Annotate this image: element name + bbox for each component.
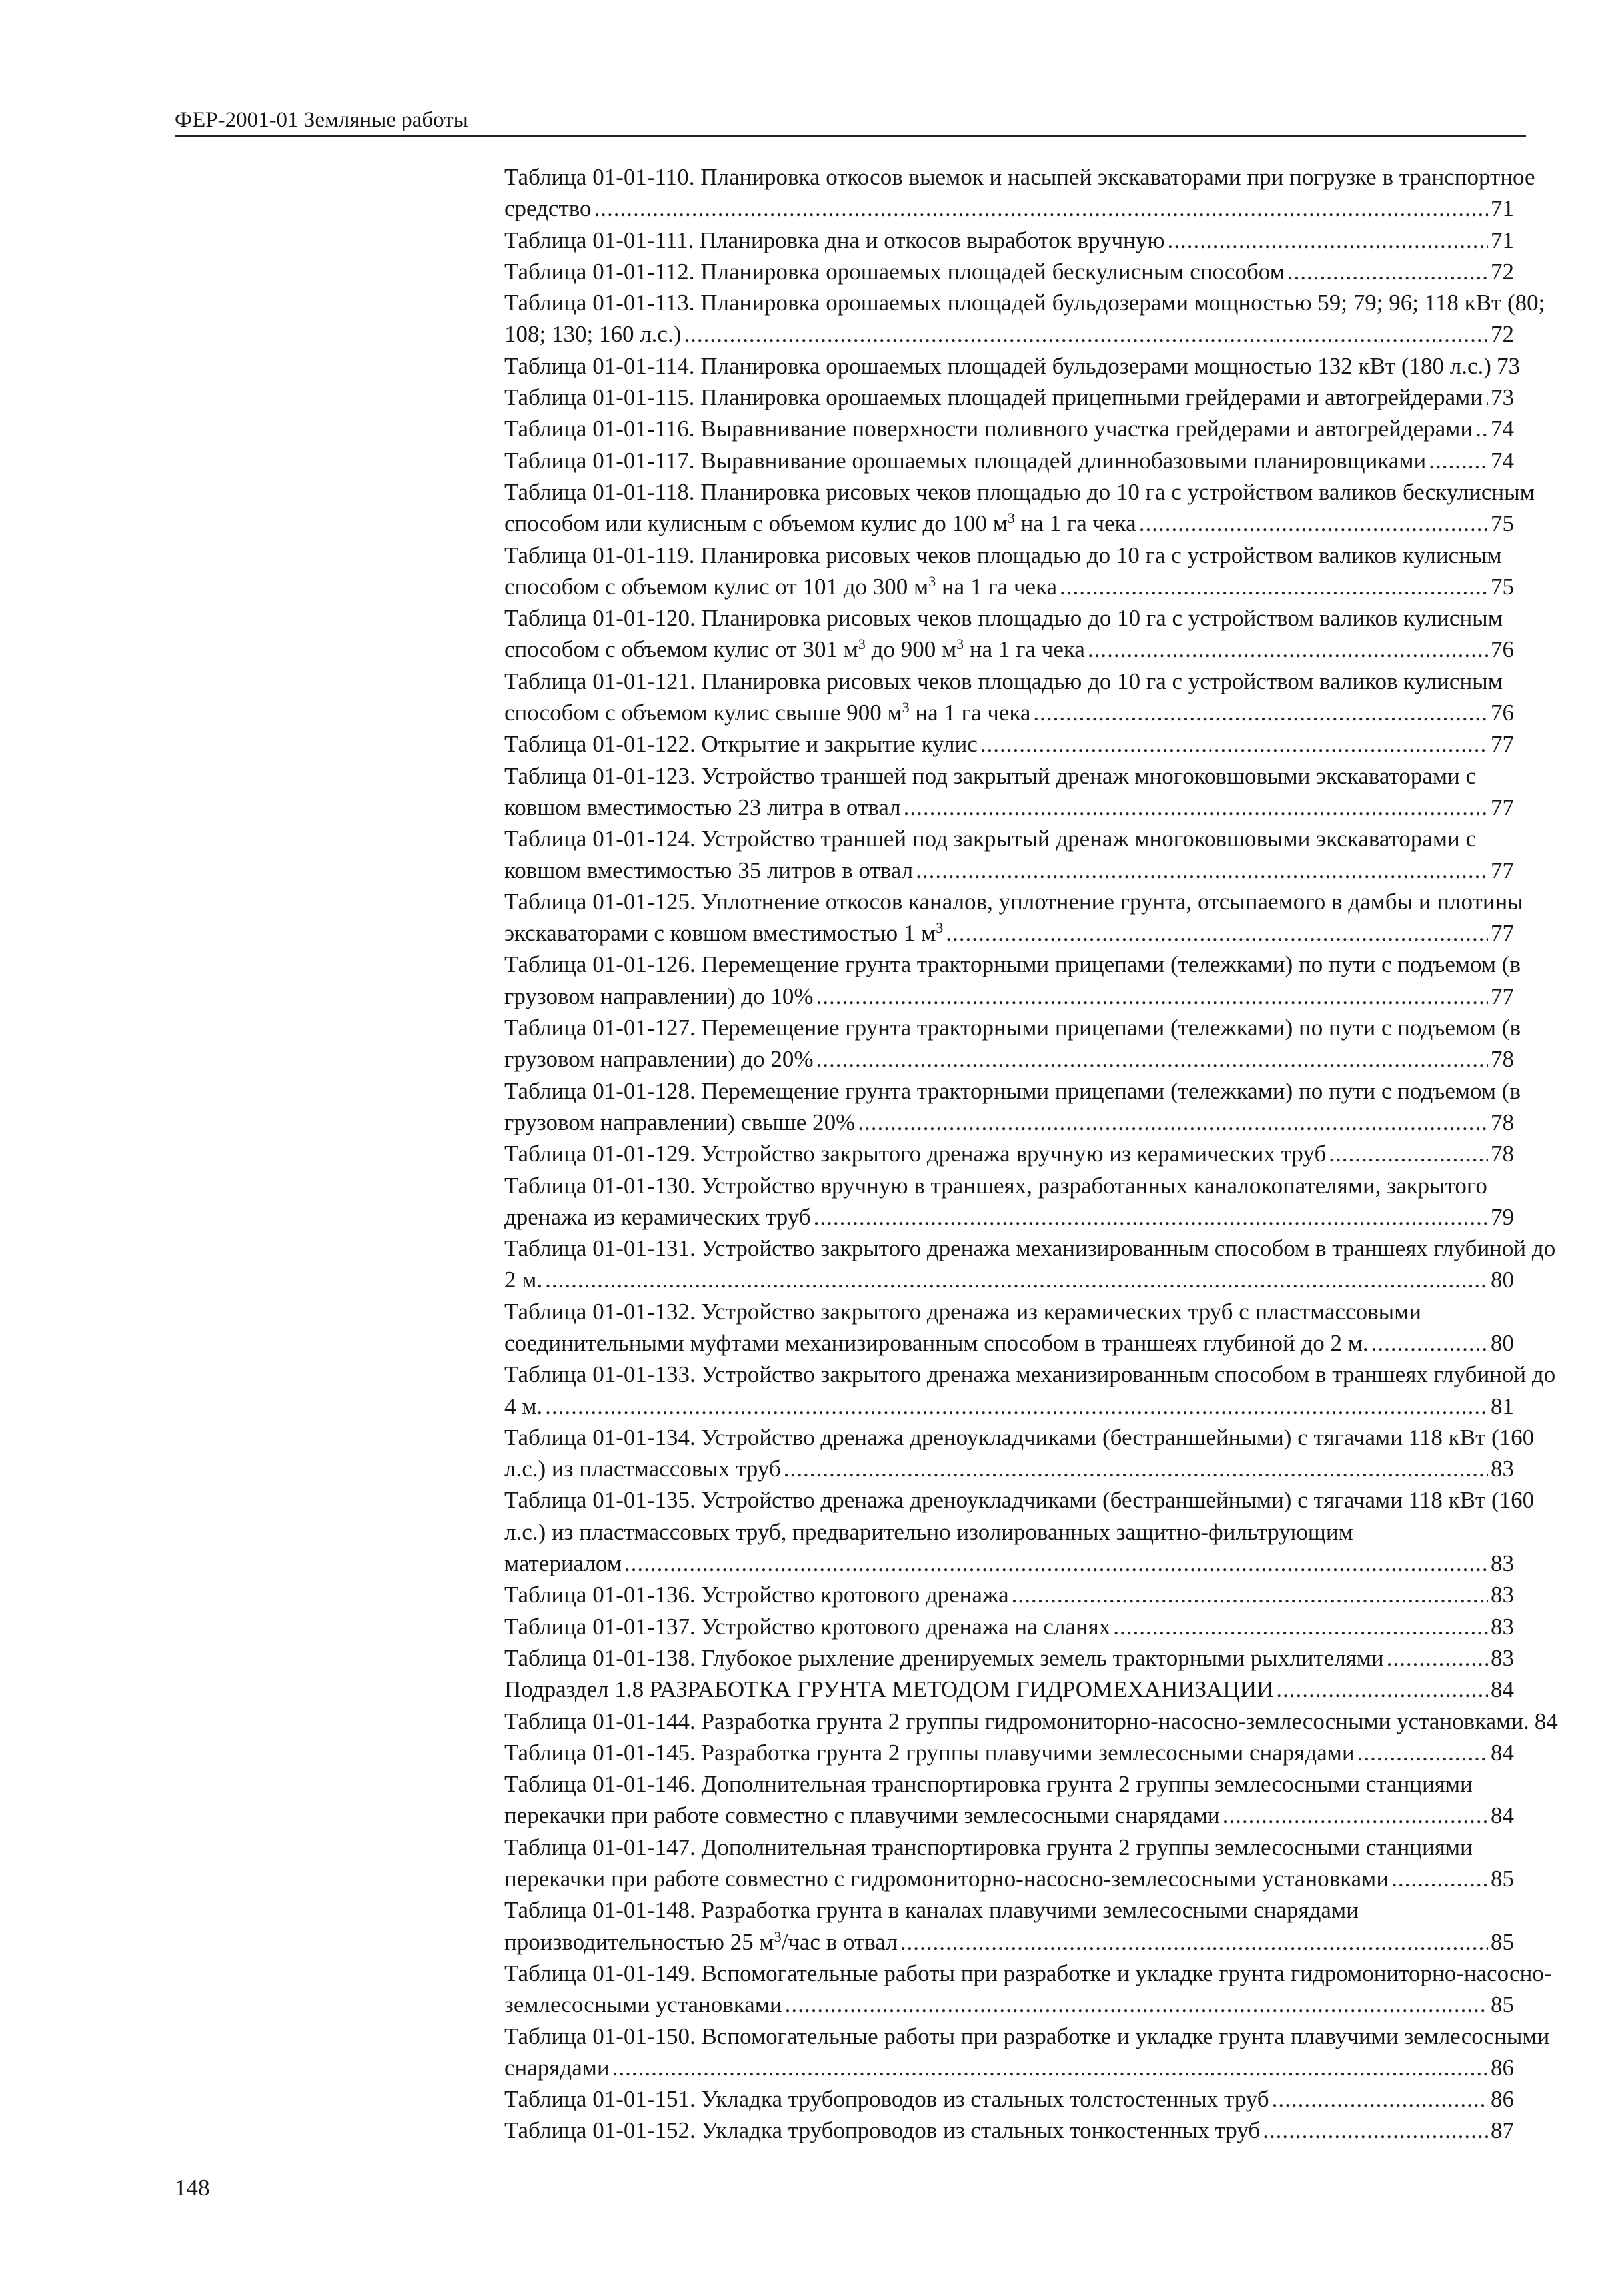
toc-entry-text: ковшом вместимостью 23 литра в отвал: [504, 794, 901, 820]
dot-leader: [916, 855, 1488, 886]
toc-page-number: 72: [1491, 258, 1514, 285]
toc-entry-text: Таблица 01-01-133. Устройство закрытого дренажа механизированным способом в траншеях глубиной до: [504, 1361, 1556, 1388]
toc-page-number: 74: [1491, 416, 1514, 442]
toc-entry-text: перекачки при работе совместно с плавучими землесосными снарядами: [504, 1802, 1220, 1829]
dot-leader: [1088, 634, 1488, 665]
toc-entry-text: Таблица 01-01-119. Планировка рисовых чеков площадью до 10 га с устройством валиков кулисным: [504, 542, 1502, 568]
dot-leader: [1168, 225, 1488, 256]
toc-page-number: 76: [1491, 700, 1514, 726]
toc-entry-text: способом с объемом кулис от 101 до 300 $м^3$ на 1 га чека: [504, 572, 1057, 600]
toc-entry-line: [504, 571, 1514, 602]
toc-page-number: 80: [1491, 1267, 1514, 1293]
toc-entry-line: [504, 1548, 1514, 1579]
toc-page-number: 74: [1491, 447, 1514, 474]
toc-entry-line: [504, 2021, 1550, 2052]
dot-leader: [946, 917, 1488, 949]
toc-entry-text: Таблица 01-01-113. Планировка орошаемых площадей бульдозерами мощностью 59; 79; 96; 118 кВт (80;: [504, 290, 1545, 316]
toc-entry-text: Таблица 01-01-147. Дополнительная транспортировка грунта 2 группы землесосными станциями: [504, 1834, 1473, 1860]
toc-entry-line: [504, 949, 1521, 980]
toc-entry-line: [504, 666, 1514, 697]
toc-entry-text: Таблица 01-01-115. Планировка орошаемых площадей прицепными грейдерами и автогрейдерами: [504, 384, 1483, 411]
toc-entry-text: Таблица 01-01-111. Планировка дна и откосов выработок вручную: [504, 227, 1165, 253]
toc-entry[interactable]: [175, 728, 1514, 760]
dot-leader: [1113, 1611, 1488, 1642]
toc-entry-text: способом с объемом кулис свыше 900 $м^3$ на 1 га чека: [504, 699, 1031, 726]
toc-entry-text: Таблица 01-01-114. Планировка орошаемых площадей бульдозерами мощностью 132 кВт (180 л.с.): [504, 352, 1491, 379]
toc-entry-line: [504, 760, 1514, 792]
toc-entry[interactable]: [175, 1484, 1535, 1579]
toc-entry-line: [504, 350, 1520, 382]
toc-entry-line: [504, 1138, 1514, 1169]
toc-entry-text: Таблица 01-01-118. Планировка рисовых чеков площадью до 10 га с устройством валиков бескулисным: [504, 478, 1535, 505]
toc-entry[interactable]: [175, 823, 1514, 886]
toc-entry-text: Таблица 01-01-131. Устройство закрытого дренажа механизированным способом в траншеях глубиной до: [504, 1235, 1556, 1262]
toc-entry-text: экскаваторами с ковшом вместимостью 1 $м^3$: [504, 919, 944, 947]
toc-page-number: 73: [1496, 352, 1520, 379]
toc-page-number: 83: [1491, 1582, 1514, 1608]
toc-entry-line: [504, 1391, 1514, 1422]
toc-entry[interactable]: [175, 476, 1535, 540]
toc-entry-line: [504, 1484, 1535, 1516]
toc-page-number: 76: [1491, 636, 1514, 663]
toc-entry-line: [504, 1832, 1514, 1863]
dot-leader: [1033, 697, 1488, 728]
toc-entry-line: [504, 1737, 1514, 1768]
toc-entry-line: [504, 1989, 1514, 2020]
toc-entry-text: Таблица 01-01-126. Перемещение грунта тракторными прицепами (тележками) по пути с подъемом (в: [504, 951, 1521, 978]
dot-leader: [1012, 1579, 1488, 1610]
toc-entry-text: соединительными муфтами механизированным способом в траншеях глубиной до 2 м.: [504, 1329, 1369, 1356]
toc-entry-line: [504, 1012, 1521, 1043]
toc-page-number: 77: [1491, 794, 1514, 820]
toc-entry-line: [504, 1264, 1514, 1295]
toc-entry-text: грузовом направлении) до 20%: [504, 1046, 814, 1073]
toc-entry-text: Таблица 01-01-145. Разработка грунта 2 группы плавучими землесосными снарядами: [504, 1739, 1355, 1766]
toc-entry-text: Таблица 01-01-134. Устройство дренажа дреноукладчиками (бестраншейными) с тягачами 118 кВт (160: [504, 1424, 1535, 1450]
toc-entry[interactable]: [175, 1642, 1514, 1674]
toc-entry-line: [504, 981, 1514, 1012]
toc-entry-text: Таблица 01-01-137. Устройство кротового дренажа на сланях: [504, 1613, 1111, 1640]
toc-entry-text: ковшом вместимостью 35 литров в отвал: [504, 857, 914, 883]
toc-page-number: 77: [1491, 731, 1514, 758]
page-number: 148: [175, 2175, 210, 2201]
toc-entry-line: [504, 1327, 1514, 1359]
toc-page-number: 71: [1491, 227, 1514, 253]
toc-entry-text: 4 м.: [504, 1393, 543, 1419]
toc-entry-text: Таблица 01-01-130. Устройство вручную в траншеях, разработанных каналокопателями, закрытого: [504, 1172, 1487, 1199]
toc-entry[interactable]: [175, 350, 1520, 382]
toc-entry-text: Таблица 01-01-127. Перемещение грунта тракторными прицепами (тележками) по пути с подъемом (в: [504, 1015, 1521, 1041]
toc-entry-text: Таблица 01-01-116. Выравнивание поверхности поливного участка грейдерами и автогрейдерами: [504, 416, 1473, 442]
toc-entry-line: [504, 1516, 1514, 1548]
dot-leader: [624, 1548, 1488, 1579]
toc-entry[interactable]: [175, 2021, 1550, 2084]
toc-page-number: 73: [1491, 384, 1514, 411]
toc-entry[interactable]: [175, 2115, 1514, 2146]
toc-page-number: 86: [1491, 2054, 1514, 2081]
dot-leader: [545, 1391, 1488, 1422]
toc-entry-line: [504, 1894, 1514, 1926]
toc-page-number: 83: [1491, 1644, 1514, 1671]
toc-entry-text: Таблица 01-01-149. Вспомогательные работы при разработке и укладке грунта гидромониторно-насосно-: [504, 1960, 1552, 1986]
toc-page-number: 81: [1491, 1393, 1514, 1419]
toc-entry-line: [504, 855, 1514, 886]
toc-entry[interactable]: [175, 287, 1545, 350]
toc-entry-text: перекачки при работе совместно с гидромониторно-насосно-землесосными установками: [504, 1866, 1389, 1892]
dot-leader: [816, 981, 1488, 1012]
toc-entry[interactable]: [175, 382, 1514, 413]
toc-entry-line: [504, 1674, 1514, 1705]
toc-entry[interactable]: [175, 1359, 1556, 1422]
dot-leader: [1429, 445, 1488, 476]
toc-entry-text: способом или кулисным с объемом кулис до 100 $м^3$ на 1 га чека: [504, 510, 1136, 537]
toc-entry-line: [504, 1043, 1514, 1075]
dot-leader: [1060, 571, 1488, 602]
toc-entry[interactable]: [175, 1894, 1514, 1958]
toc-entry-text: Таблица 01-01-152. Укладка трубопроводов из стальных тонкостенных труб: [504, 2117, 1261, 2144]
toc-entry[interactable]: [175, 1706, 1558, 1737]
toc-entry-text: Подраздел 1.8 РАЗРАБОТКА ГРУНТА МЕТОДОМ ГИДРОМЕХАНИЗАЦИИ: [504, 1676, 1274, 1703]
toc-page-number: 84: [1491, 1802, 1514, 1829]
dot-leader: [594, 193, 1488, 224]
toc-page-number: 87: [1491, 2117, 1514, 2144]
toc-entry-line: [504, 161, 1535, 193]
toc-entry-text: Таблица 01-01-112. Планировка орошаемых площадей бескулисным способом: [504, 258, 1285, 285]
toc-entry-text: дренажа из керамических труб: [504, 1203, 811, 1230]
toc-page-number: 79: [1491, 1203, 1514, 1230]
dot-leader: [1485, 382, 1488, 413]
toc-entry-text: Таблица 01-01-129. Устройство закрытого дренажа вручную из керамических труб: [504, 1141, 1327, 1167]
toc-entry-line: [504, 1296, 1514, 1327]
toc-entry-text: л.с.) из пластмассовых труб: [504, 1456, 781, 1482]
header-title: ФЕР-2001-01 Земляные работы: [175, 108, 468, 132]
toc-entry-text: Таблица 01-01-150. Вспомогательные работы при разработке и укладке грунта плавучими землесосными: [504, 2023, 1550, 2049]
dot-leader: [684, 318, 1488, 350]
toc-entry[interactable]: [175, 413, 1514, 444]
toc-entry[interactable]: [175, 1958, 1552, 2021]
toc-entry[interactable]: [175, 602, 1514, 666]
toc-entry[interactable]: [175, 666, 1514, 729]
toc-entry-line: [504, 1611, 1514, 1642]
dot-leader: [1357, 1737, 1488, 1768]
toc-page-number: 80: [1491, 1329, 1514, 1356]
toc-entry-line: [504, 540, 1514, 571]
toc-entry-line: [504, 1107, 1514, 1138]
toc-page-number: 75: [1491, 573, 1514, 600]
toc-entry-line: [504, 1453, 1514, 1484]
toc-entry-line: [504, 634, 1514, 665]
toc-entry-text: Таблица 01-01-146. Дополнительная транспортировка грунта 2 группы землесосными станциями: [504, 1771, 1473, 1798]
toc-entry-line: [504, 1958, 1552, 1989]
toc-entry-text: Таблица 01-01-123. Устройство траншей под закрытый дренаж многоковшовыми экскаваторами с: [504, 762, 1477, 789]
toc-entry-line: [504, 1422, 1535, 1453]
toc-entry-text: Таблица 01-01-151. Укладка трубопроводов из стальных толстостенных труб: [504, 2086, 1269, 2113]
toc-entry-line: [504, 1926, 1514, 1958]
dot-leader: [1223, 1800, 1488, 1831]
toc-page-number: 77: [1491, 920, 1514, 947]
toc-entry-text: Таблица 01-01-135. Устройство дренажа дреноукладчиками (бестраншейными) с тягачами 118 кВт (160: [504, 1487, 1535, 1514]
toc-entry-line: [504, 1768, 1514, 1800]
toc-entry-line: [504, 508, 1514, 539]
toc-entry[interactable]: [175, 1768, 1514, 1832]
toc-entry-text: 2 м.: [504, 1267, 543, 1293]
toc-entry-text: Таблица 01-01-122. Открытие и закрытие кулис: [504, 731, 978, 758]
dot-leader: [1276, 1674, 1488, 1705]
toc-page-number: 86: [1491, 2086, 1514, 2113]
dot-leader: [612, 2052, 1488, 2083]
toc-entry-text: Таблица 01-01-148. Разработка грунта в каналах плавучими землесосными снарядами: [504, 1897, 1359, 1924]
toc-entry[interactable]: [175, 1138, 1514, 1169]
dot-leader: [858, 1107, 1488, 1138]
toc-entry-line: [504, 476, 1535, 508]
toc-entry[interactable]: [175, 949, 1521, 1012]
toc-entry-line: [504, 1075, 1521, 1107]
toc-entry-text: грузовом направлении) свыше 20%: [504, 1109, 856, 1135]
toc-entry-line: [504, 225, 1514, 256]
toc-page-number: 78: [1491, 1141, 1514, 1167]
toc-entry-text: Таблица 01-01-120. Планировка рисовых чеков площадью до 10 га с устройством валиков кулисным: [504, 605, 1503, 632]
toc-entry-text: 108; 130; 160 л.с.): [504, 321, 682, 348]
dot-leader: [784, 1453, 1488, 1484]
toc-entry[interactable]: [175, 256, 1514, 287]
toc-entry[interactable]: [175, 225, 1514, 256]
toc-entry[interactable]: [175, 1233, 1556, 1296]
toc-entry-line: [504, 287, 1545, 318]
toc-entry[interactable]: [175, 886, 1523, 949]
toc-entry-line: [504, 2083, 1514, 2115]
toc-entry-line: [504, 1642, 1514, 1674]
toc-entry-text: Таблица 01-01-124. Устройство траншей под закрытый дренаж многоковшовыми экскаваторами с: [504, 826, 1477, 852]
running-header: [175, 107, 1526, 137]
table-of-contents: [175, 161, 1558, 2147]
dot-leader: [1387, 1642, 1488, 1674]
toc-entry-line: [504, 2115, 1514, 2146]
toc-entry-line: [504, 1706, 1558, 1737]
toc-entry-line: [504, 1201, 1514, 1233]
toc-page-number: 78: [1491, 1109, 1514, 1135]
toc-entry-line: [504, 792, 1514, 823]
toc-entry[interactable]: [175, 1075, 1521, 1139]
toc-entry-line: [504, 728, 1514, 760]
toc-page-number: 85: [1491, 1928, 1514, 1955]
toc-entry-line: [504, 886, 1523, 917]
toc-entry-text: способом с объемом кулис от 301 $м^3$ до 900 $м^3$ на 1 га чека: [504, 636, 1085, 663]
toc-entry-text: средство: [504, 195, 592, 222]
toc-entry-text: Таблица 01-01-138. Глубокое рыхление дренируемых земель тракторными рыхлителями: [504, 1644, 1384, 1671]
toc-entry-line: [504, 1233, 1556, 1264]
toc-entry-line: [504, 256, 1514, 287]
dot-leader: [1371, 1327, 1488, 1359]
toc-entry-line: [504, 382, 1514, 413]
toc-entry-text: Таблица 01-01-136. Устройство кротового дренажа: [504, 1582, 1009, 1608]
toc-entry[interactable]: [175, 1611, 1514, 1642]
toc-entry-line: [504, 917, 1514, 949]
toc-entry-text: Таблица 01-01-117. Выравнивание орошаемых площадей длиннобазовыми планировщиками: [504, 447, 1427, 474]
toc-entry[interactable]: [175, 1579, 1514, 1610]
toc-entry-line: [504, 445, 1514, 476]
dot-leader: [1287, 256, 1488, 287]
toc-entry-line: [504, 697, 1514, 728]
dot-leader: [1329, 1138, 1488, 1169]
toc-entry-text: л.с.) из пластмассовых труб, предварительно изолированных защитно-фильтрующим: [504, 1518, 1353, 1545]
toc-entry-line: [504, 1359, 1556, 1390]
dot-leader: [900, 1926, 1488, 1958]
dot-leader: [816, 1043, 1488, 1075]
toc-entry-line: [504, 1579, 1514, 1610]
toc-entry[interactable]: [175, 540, 1514, 603]
toc-entry-line: [504, 413, 1514, 444]
toc-entry-line: [504, 2052, 1514, 2083]
toc-entry-text: Таблица 01-01-132. Устройство закрытого дренажа из керамических труб с пластмассовыми: [504, 1298, 1422, 1325]
toc-page-number: 83: [1491, 1613, 1514, 1640]
toc-entry[interactable]: [175, 161, 1535, 225]
toc-entry[interactable]: [175, 1012, 1521, 1075]
toc-entry-text: материалом: [504, 1550, 622, 1577]
toc-entry-text: землесосными установками: [504, 1992, 782, 2018]
toc-entry-text: Таблица 01-01-110. Планировка откосов выемок и насыпей экскаваторами при погрузке в транспортное: [504, 164, 1535, 190]
toc-entry-text: грузовом направлении) до 10%: [504, 983, 814, 1009]
toc-entry-text: Таблица 01-01-121. Планировка рисовых чеков площадью до 10 га с устройством валиков кулисным: [504, 668, 1503, 694]
toc-entry-text: производительностью 25 $м^3$/час в отвал: [504, 1928, 898, 1955]
toc-page-number: 71: [1491, 195, 1514, 222]
dot-leader: [1475, 413, 1488, 444]
dot-leader: [545, 1264, 1488, 1295]
toc-page-number: 83: [1491, 1456, 1514, 1482]
toc-entry-line: [504, 318, 1514, 350]
toc-entry-text: снарядами: [504, 2054, 610, 2081]
dot-leader: [1272, 2083, 1488, 2115]
toc-entry[interactable]: [175, 2083, 1514, 2115]
toc-page-number: 78: [1491, 1046, 1514, 1073]
toc-entry[interactable]: [175, 1832, 1514, 1895]
toc-page-number: 85: [1491, 1992, 1514, 2018]
dot-leader: [814, 1201, 1488, 1233]
toc-entry-line: [504, 1800, 1514, 1831]
toc-entry-line: [504, 1170, 1514, 1201]
toc-entry[interactable]: [175, 1737, 1514, 1768]
toc-page-number: 75: [1491, 510, 1514, 537]
toc-page-number: 83: [1491, 1550, 1514, 1577]
dot-leader: [1139, 508, 1488, 539]
dot-leader: [904, 792, 1488, 823]
toc-page-number: 84: [1491, 1739, 1514, 1766]
toc-entry-text: Таблица 01-01-125. Уплотнение откосов каналов, уплотнение грунта, отсыпаемого в дамбы и плотины: [504, 888, 1523, 915]
toc-entry[interactable]: [175, 445, 1514, 476]
toc-page-number: 84: [1491, 1676, 1514, 1703]
toc-entry-line: [504, 602, 1514, 634]
toc-entry[interactable]: [175, 1422, 1535, 1485]
dot-leader: [1391, 1863, 1488, 1894]
toc-entry-text: Таблица 01-01-128. Перемещение грунта тракторными прицепами (тележками) по пути с подъемом (в: [504, 1077, 1521, 1104]
toc-page-number: 85: [1491, 1866, 1514, 1892]
dot-leader: [980, 728, 1488, 760]
toc-entry-text: Таблица 01-01-144. Разработка грунта 2 группы гидромониторно-насосно-землесосными установками.: [504, 1708, 1529, 1734]
toc-entry[interactable]: [175, 1170, 1514, 1233]
toc-entry-line: [504, 193, 1514, 224]
toc-entry-line: [504, 823, 1514, 854]
toc-entry[interactable]: [175, 1296, 1514, 1359]
toc-page-number: 77: [1491, 983, 1514, 1009]
toc-section-entry[interactable]: [175, 1674, 1514, 1705]
dot-leader: [785, 1989, 1488, 2020]
toc-entry[interactable]: [175, 760, 1514, 824]
toc-entry-line: [504, 1863, 1514, 1894]
toc-page-number: 84: [1534, 1708, 1558, 1734]
toc-page-number: 72: [1491, 321, 1514, 348]
toc-page-number: 77: [1491, 857, 1514, 883]
dot-leader: [1263, 2115, 1488, 2146]
